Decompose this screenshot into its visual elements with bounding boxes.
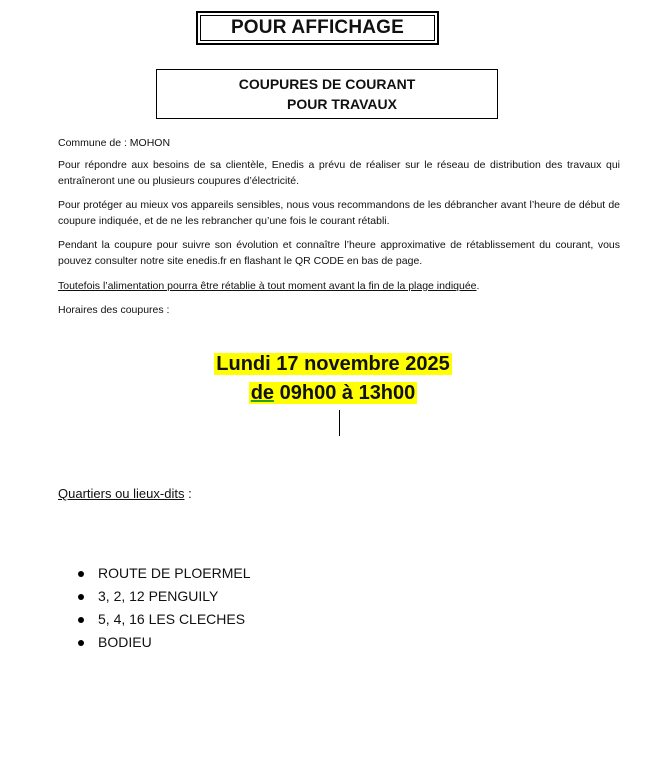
horaires-label: Horaires des coupures :	[58, 304, 170, 316]
locations-list	[78, 562, 250, 654]
schedule-block	[0, 350, 666, 408]
list-item: 3, 2, 12 PENGUILY	[78, 585, 250, 608]
schedule-hours: 09h00 à 13h00	[274, 382, 416, 404]
bullet-icon	[78, 594, 84, 600]
paragraph-2: Pour protéger au mieux vos appareils sensibles, nous vous recommandons de les débrancher avant l’heure de début de coupure indiquée, et de ne les rebrancher qu’une fois le courant rétabli.	[58, 199, 620, 227]
notice	[58, 279, 620, 295]
header-banner	[196, 11, 439, 45]
list-item: 5, 4, 16 LES CLECHES	[78, 608, 250, 631]
quartiers-label: Quartiers ou lieux-dits	[58, 486, 185, 501]
list-item: ROUTE DE PLOERMEL	[78, 562, 250, 585]
title-box	[156, 69, 498, 119]
notice-end: .	[476, 280, 480, 292]
header-label: POUR AFFICHAGE	[230, 17, 405, 38]
schedule-date: Lundi 17 novembre 2025	[216, 353, 450, 375]
bullet-icon	[78, 640, 84, 646]
notice-text: Toutefois l’alimentation pourra être rétablie à tout moment avant la fin de la plage indiquée	[58, 280, 477, 292]
commune-label: Commune de : MOHON	[58, 137, 171, 149]
bullet-icon	[78, 571, 84, 577]
list-item: BODIEU	[78, 631, 250, 654]
title-line-1: COUPURES DE COURANT	[238, 76, 416, 92]
text-cursor	[339, 410, 340, 436]
title-line-2: POUR TRAVAUX	[287, 96, 397, 112]
quartiers-heading	[58, 485, 192, 503]
paragraph-3: Pendant la coupure pour suivre son évolution et connaître l’heure approximative de rétablissement du courant, vous pouvez consulter notre site enedis.fr en flashant le QR CODE en bas de page.	[58, 239, 620, 267]
schedule-prefix: de	[250, 382, 275, 404]
paragraph-1: Pour répondre aux besoins de sa clientèle, Enedis a prévu de réaliser sur le réseau de distribution des travaux qui entraîneront une ou plusieurs coupures d’électricité.	[58, 159, 620, 187]
quartiers-suffix: :	[184, 486, 192, 501]
bullet-icon	[78, 617, 84, 623]
